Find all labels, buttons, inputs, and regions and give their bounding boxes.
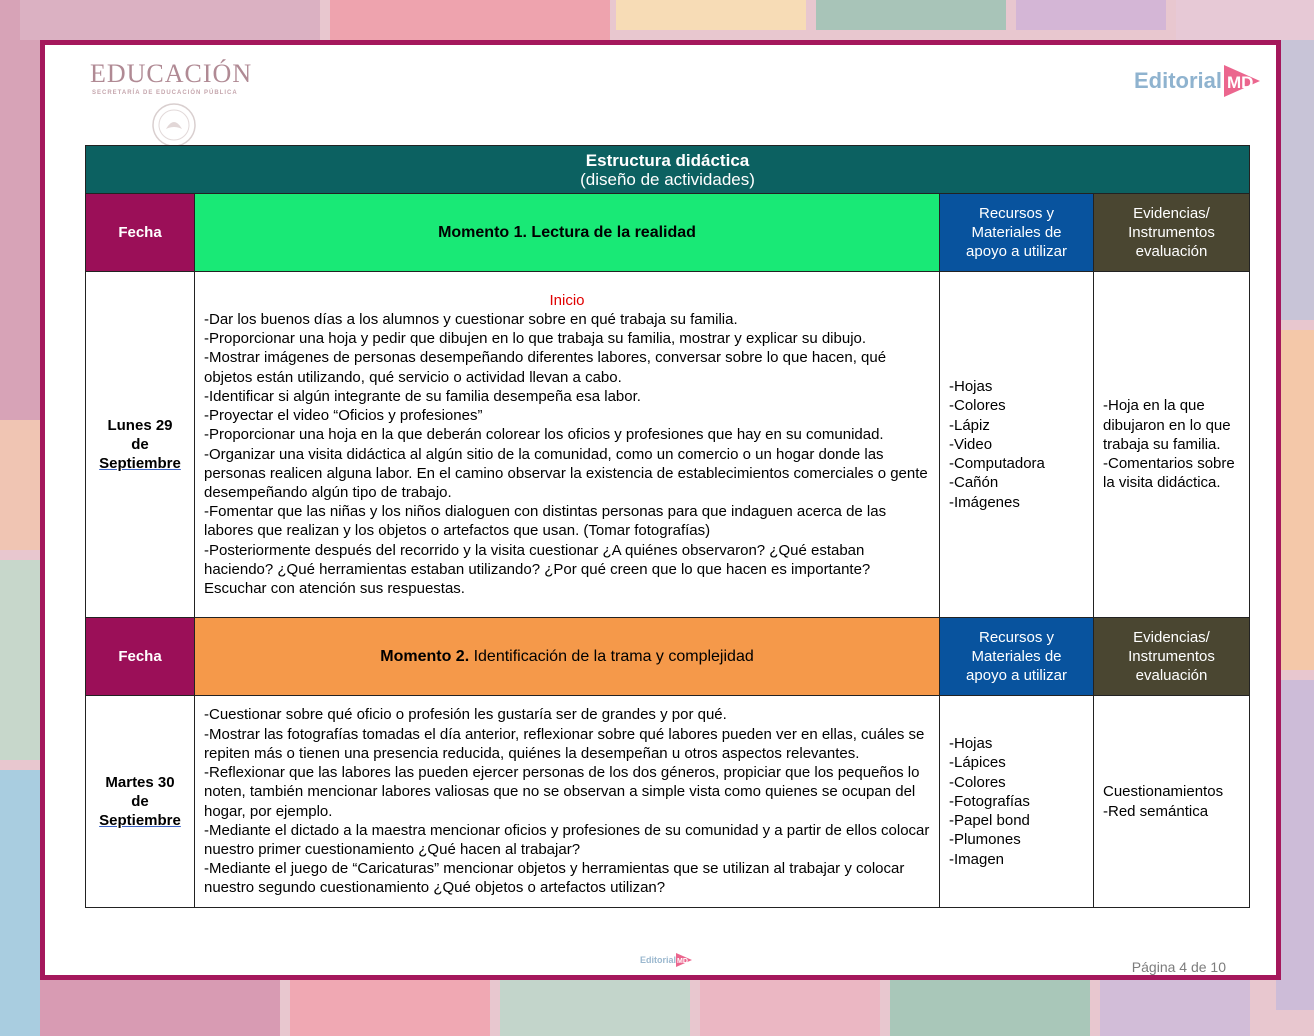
page-frame — [40, 40, 1281, 980]
activity-item: -Cuestionar sobre qué oficio o profesión les gustaría ser de grandes y por qué. — [204, 706, 727, 724]
resource-item: -Lápiz — [949, 416, 990, 434]
activity-item: -Proporcionar una hoja en la que deberán colorear los oficios y profesiones que hay en su comunidad. — [204, 426, 884, 444]
date-cell: Lunes 29 de Septiembre — [86, 272, 195, 618]
moment-2-title: Momento 2. — [380, 647, 470, 665]
evidence-item: -Hoja en la que dibujaron en lo que trabaja su familia. — [1103, 397, 1231, 453]
footer-md-badge-icon — [674, 951, 694, 969]
activity-item: -Fomentar que las niñas y los niños dialoguen con distintas personas para que indaguen acerca de las labores que realizan y los objetos o artefactos que usan. (Tomar fotografías) — [204, 503, 887, 540]
resources-cell — [940, 696, 1094, 908]
section-header-row — [86, 194, 1250, 272]
education-subtitle: SECRETARÍA DE EDUCACIÓN PÚBLICA — [92, 90, 238, 96]
table-title-row — [86, 146, 1250, 194]
resource-item: -Plumones — [949, 831, 1021, 849]
date-cell: Martes 30 de Septiembre — [86, 696, 195, 908]
moment-2-subtitle: Identificación de la trama y complejidad — [469, 647, 754, 665]
evidence-header: Evidencias/ Instrumentos evaluación — [1094, 618, 1250, 696]
resource-item: -Colores — [949, 773, 1006, 791]
resource-item: -Hojas — [949, 378, 993, 396]
footer-brand-badge-text: MD — [677, 958, 688, 965]
start-label: Inicio — [549, 291, 585, 309]
evidence-cell — [1094, 272, 1250, 618]
activity-item: -Posteriormente después del recorrido y la visita cuestionar ¿A quiénes observaron? ¿Qué estaban haciendo? ¿Qué herramientas estaban utilizando? ¿Por qué creen que lo que hacen es importante? Escuchar con atención sus respuestas. — [204, 541, 871, 597]
resource-item: -Lápices — [949, 754, 1006, 772]
resource-item: -Video — [949, 435, 993, 453]
moment-2-header — [195, 618, 940, 696]
section-header-row — [86, 618, 1250, 696]
evidence-item: Cuestionamientos — [1103, 783, 1224, 801]
resource-item: -Fotografías — [949, 792, 1030, 810]
activity-item: -Reflexionar que las labores las pueden ejercer personas de los dos géneros, propiciar que los pequeños lo noten, también mencionar labores valiosas que no se observan a simple vista como quienes se ocupan del hogar, por ejemplo. — [204, 764, 920, 820]
resource-item: -Computadora — [949, 455, 1045, 473]
footer-brand-text: Editorial — [640, 955, 677, 965]
brand-text: Editorial — [1133, 68, 1222, 93]
evidence-cell — [1094, 696, 1250, 908]
moment-1-title: Momento 1. Lectura de la realidad — [438, 223, 696, 241]
resources-cell — [940, 272, 1094, 618]
activity-item: -Proyectar el video “Oficios y profesiones” — [204, 407, 483, 425]
table-title-text: Estructura didáctica — [585, 150, 750, 170]
resource-item: -Cañón — [949, 474, 999, 492]
didactic-structure-table — [85, 145, 1250, 908]
evidence-header: Evidencias/ Instrumentos evaluación — [1094, 194, 1250, 272]
resources-header: Recursos y Materiales de apoyo a utilizar — [940, 618, 1094, 696]
activity-item: -Organizar una visita didáctica al algún sitio de la comunidad, como un comercio o un hogar donde las personas realicen alguna labor. En el camino observar la existencia de establecimientos comerciales o gente desempeñando algún tipo de trabajo. — [204, 445, 928, 501]
page-number: Página 4 de 10 — [1131, 959, 1226, 975]
resource-item: -Hojas — [949, 735, 993, 753]
activity-item: -Identificar si algún integrante de su familia desempeña esa labor. — [204, 387, 641, 405]
activities-cell — [195, 696, 940, 908]
table-subtitle-text: (diseño de actividades) — [580, 169, 755, 189]
national-seal-icon — [150, 101, 198, 149]
activity-item: -Mediante el dictado a la maestra mencionar oficios y profesiones de su comunidad y a partir de ellos colocar nuestro primer cuestionamiento ¿Qué hacen al trabajar? — [204, 821, 930, 858]
footer-editorial-logo — [640, 951, 694, 969]
fecha-header: Fecha — [86, 194, 195, 272]
resource-item: -Imágenes — [949, 493, 1020, 511]
evidence-item: -Comentarios sobre la visita didáctica. — [1103, 455, 1235, 492]
resources-header: Recursos y Materiales de apoyo a utilizar — [940, 194, 1094, 272]
editorial-md-logo — [1134, 61, 1264, 101]
activity-item: -Mediante el juego de “Caricaturas” mencionar objetos y herramientas que se utilizan al trabajar y colocar nuestro segundo cuestionamiento ¿Qué objetos o artefactos utilizan? — [204, 860, 905, 897]
activity-item: -Dar los buenos días a los alumnos y cuestionar sobre en qué trabaja su familia. — [204, 311, 738, 329]
activity-item: -Mostrar las fotografías tomadas el día anterior, reflexionar sobre qué labores pueden ver en ellas, cuáles se repiten más o tienen una presencia reducida, quiénes la desempeñan u otros aspectos relevantes. — [204, 725, 925, 762]
fecha-header: Fecha — [86, 618, 195, 696]
section-content-row — [86, 696, 1250, 908]
activity-item: -Mostrar imágenes de personas desempeñando diferentes labores, conversar sobre lo que hacen, qué objetos están utilizando, qué servicio o actividad llevan a cabo. — [204, 349, 887, 386]
education-logo: EDUCACIÓN — [90, 59, 253, 88]
table-title — [86, 146, 1250, 194]
resource-item: -Imagen — [949, 850, 1005, 868]
resource-item: -Papel bond — [949, 812, 1030, 830]
activity-item: -Proporcionar una hoja y pedir que dibujen en lo que trabaja su familia, mostrar y explicar su dibujo. — [204, 330, 867, 348]
evidence-item: -Red semántica — [1103, 802, 1209, 820]
activities-cell — [195, 272, 940, 618]
brand-badge-text: MD — [1227, 73, 1254, 92]
section-content-row — [86, 272, 1250, 618]
moment-1-header — [195, 194, 940, 272]
md-badge-icon — [1218, 61, 1264, 101]
resource-item: -Colores — [949, 397, 1006, 415]
